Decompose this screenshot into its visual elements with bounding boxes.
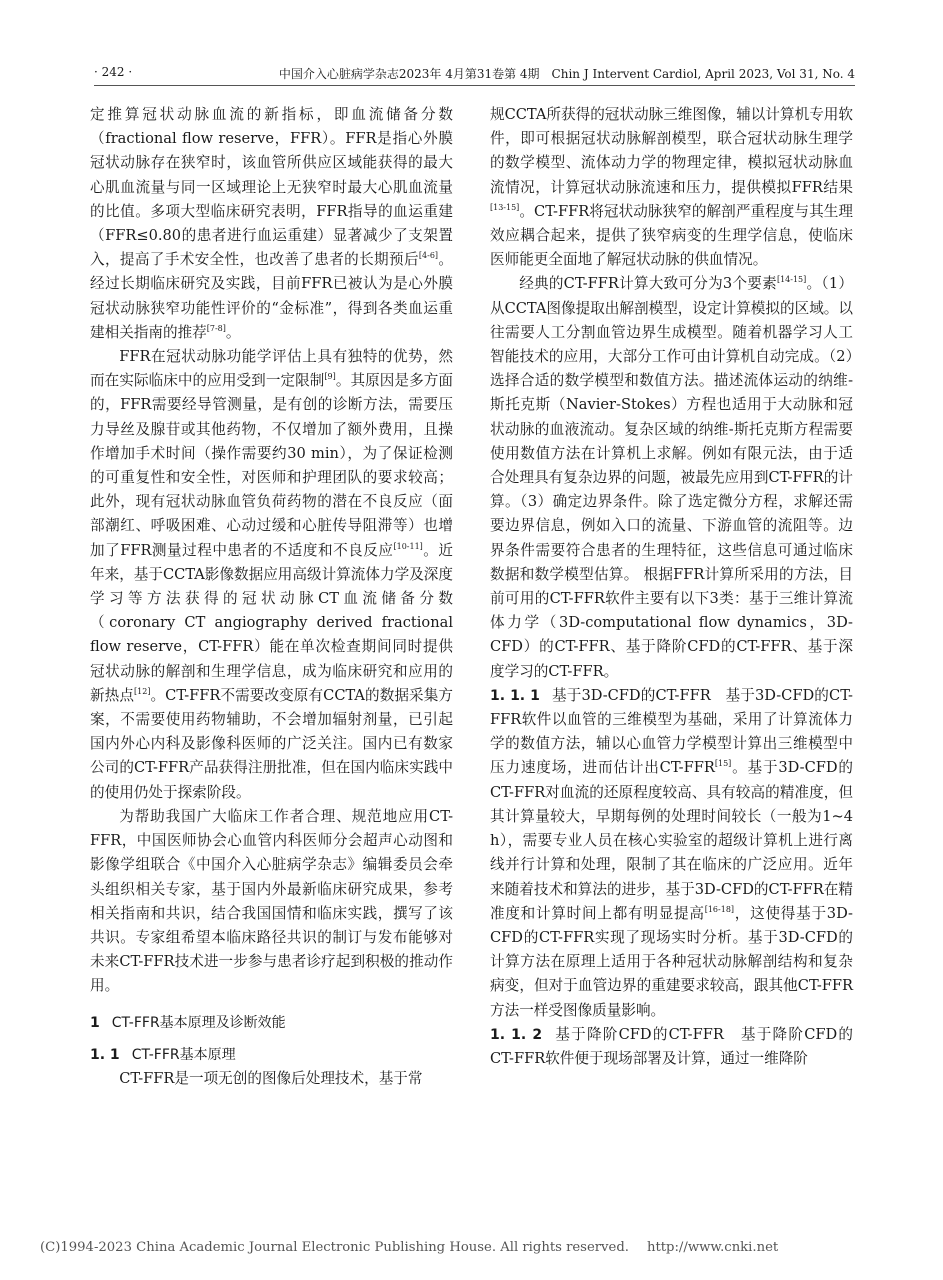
left-column xyxy=(90,103,453,1091)
citation: [7-8] xyxy=(206,323,226,333)
paragraph: 经典的CT-FFR计算大致可分为3个要素[14-15]。（1）从CCTA图像提取出解剖模型，设定计算模拟的区域。以往需要人工分割血管边界生成模型。随着机器学习人工智能技术的应用，大部分工作可由计算机自动完成。（2）选择合适的数学模型和数值方法。描述流体运动的纳维-斯托克斯（Navier-Stokes）方程也适用于大动脉和冠状动脉的血液流动。复杂区域的纳维-斯托克斯方程需要使用数值方法在计算机上求解。例如有限元法，由于适合处理具有复杂边界的问题，被最先应用到CT-FFR的计算。（3）确定边界条件。除了选定微分方程，求解还需要边界信息，例如入口的流量、下游血管的流阻等。边界条件需要符合患者的生理特征，这些信息可通过临床数据和数学模型估算。 根据FFR计算所采用的方法，目前可用的CT-FFR软件主要有以下3类：基于三维计算流体力学（3D-computational flow dynamics，3D-CFD）的CT-FFR、基于降阶CFD的CT-FFR、基于深度学习的CT-FFR。 xyxy=(490,275,853,680)
citation: [12] xyxy=(134,686,151,696)
paragraph: 1. 1. 2 基于降阶CFD的CT-FFR 基于降阶CFD的CT-FFR软件便于现场部署及计算，通过一维降阶 xyxy=(490,1025,854,1067)
subsubsection-number: 1. 1. 1 xyxy=(490,687,540,704)
page-footer xyxy=(40,1240,903,1255)
right-column xyxy=(490,103,853,1071)
paragraph: 定推算冠状动脉血流的新指标，即血流储备分数（fractional flow reserve，FFR）。FFR是指心外膜冠状动脉存在狭窄时，该血管所供应区域能获得的最大心肌血流量与同一区域理论上无狭窄时最大心肌血流量的比值。多项大型临床研究表明，FFR指导的血运重建（FFR≤0.80的患者进行血运重建）显著减少了支架置入，提高了手术安全性，也改善了患者的长期预后[4-6]。经过长期临床研究及实践，目前FFR已被认为是心外膜冠状动脉狭窄功能性评价的“金标准”，得到各类血运重建相关指南的推荐[7-8]。 xyxy=(90,106,453,341)
citation: [14-15] xyxy=(776,275,807,285)
subsubsection-title: 基于降阶CFD的CT-FFR xyxy=(554,1025,724,1043)
paragraph: CT-FFR是一项无创的图像后处理技术，基于常 xyxy=(119,1069,423,1087)
citation: [15] xyxy=(714,759,732,769)
paragraph: 1. 1. 1 基于3D-CFD的CT-FFR 基于3D-CFD的CT-FFR软件以血管的三维模型为基础，采用了计算流体力学的数值方法，辅以心血管力学模型计算出三维模型中压力速度场，进而估计出CT-FFR[15]。基于3D-CFD的CT-FFR对血流的还原程度较高、具有较高的精准度，但其计算量较大，早期每例的处理时间较长（一般为1~4 h），需要专业人员在核心实验室的超级计算机上进行离线并行计算和处理，限制了其在临床的广泛应用。近年来随着技术和算法的进步，基于3D-CFD的CT-FFR在精准度和计算时间上都有明显提高[16-18]，这使得基于3D-CFD的CT-FFR实现了现场实时分析。基于3D-CFD的计算方法在原理上适用于各种冠状动脉解剖结构和复杂病变，但对于血管边界的重建要求较高，跟其他CT-FFR方法一样受图像质量影响。 xyxy=(490,686,853,1019)
paragraph: 规CCTA所获得的冠状动脉三维图像，辅以计算机专用软件，即可根据冠状动脉解剖模型，联合冠状动脉生理学的数学模型、流体动力学的物理定律，模拟冠状动脉血流情况，计算冠状动脉流速和压力，提供模拟FFR结果[13-15]。CT-FFR将冠状动脉狭窄的解剖严重程度与其生理效应耦合起来，提供了狭窄病变的生理学信息，使临床医师能更全面地了解冠状动脉的供血情况。 xyxy=(490,106,853,269)
footer-url: http://www.cnki.net xyxy=(646,1240,779,1255)
subsubsection-title: 基于3D-CFD的CT-FFR xyxy=(551,686,711,704)
subsubsection-number: 1. 1. 2 xyxy=(490,1026,543,1043)
paragraph: 为帮助我国广大临床工作者合理、规范地应用CT-FFR，中国医师协会心血管内科医师分会超声心动图和影像学组联合《中国介入心脏病学杂志》编辑委员会牵头组织相关专家，基于国内外最新临床研究成果，参考相关指南和共识，结合我国国情和临床实践，撰写了该共识。专家组希望本临床路径共识的制订与发布能够对未来CT-FFR技术进一步参与患者诊疗起到积极的推动作用。 xyxy=(90,807,453,995)
page-number: · 242 · xyxy=(94,65,133,79)
citation: [13-15] xyxy=(490,202,520,212)
citation: [16-18] xyxy=(704,904,735,914)
page-header xyxy=(94,63,855,86)
subsection-heading: 1. 1 CT-FFR基本原理 xyxy=(90,1046,236,1063)
journal-info: 中国介入心脏病学杂志2023年 4月第31卷第 4期 Chin J Intervent Cardiol, April 2023, Vol 31, No. 4 xyxy=(278,67,855,81)
citation: [4-6] xyxy=(418,251,439,261)
citation: [10-11] xyxy=(393,541,423,551)
copyright-text: (C)1994-2023 China Academic Journal Electronic Publishing House. All rights reserved. xyxy=(40,1240,629,1255)
section-heading: 1 CT-FFR基本原理及诊断效能 xyxy=(90,1014,286,1031)
paragraph: FFR在冠状动脉功能学评估上具有独特的优势，然而在实际临床中的应用受到一定限制[9]。其原因是多方面的，FFR需要经导管测量，是有创的诊断方法，需要压力导丝及腺苷或其他药物，不仅增加了额外费用，且操作增加手术时间（操作需要约30 min），为了保证检测的可重复性和安全性，对医师和护理团队的要求较高；此外，现有冠状动脉血管负荷药物的潜在不良反应（面部潮红、呼吸困难、心动过缓和心脏传导阻滞等）也增加了FFR测量过程中患者的不适度和不良反应[10-11]。近年来，基于CCTA影像数据应用高级计算流体力学及深度学习等方法获得的冠状动脉CT血流储备分数（coronary CT angiography derived fractional flow reserve，CT-FFR）能在单次检查期间同时提供冠状动脉的解剖和生理学信息，成为临床研究和应用的新热点[12]。CT-FFR不需要改变原有CCTA的数据采集方案，不需要使用药物辅助，不会增加辐射剂量，已引起国内外心内科及影像科医师的广泛关注。国内已有数家公司的CT-FFR产品获得注册批准，但在国内临床实践中的使用仍处于探索阶段。 xyxy=(90,348,453,801)
citation: [9] xyxy=(324,372,336,382)
